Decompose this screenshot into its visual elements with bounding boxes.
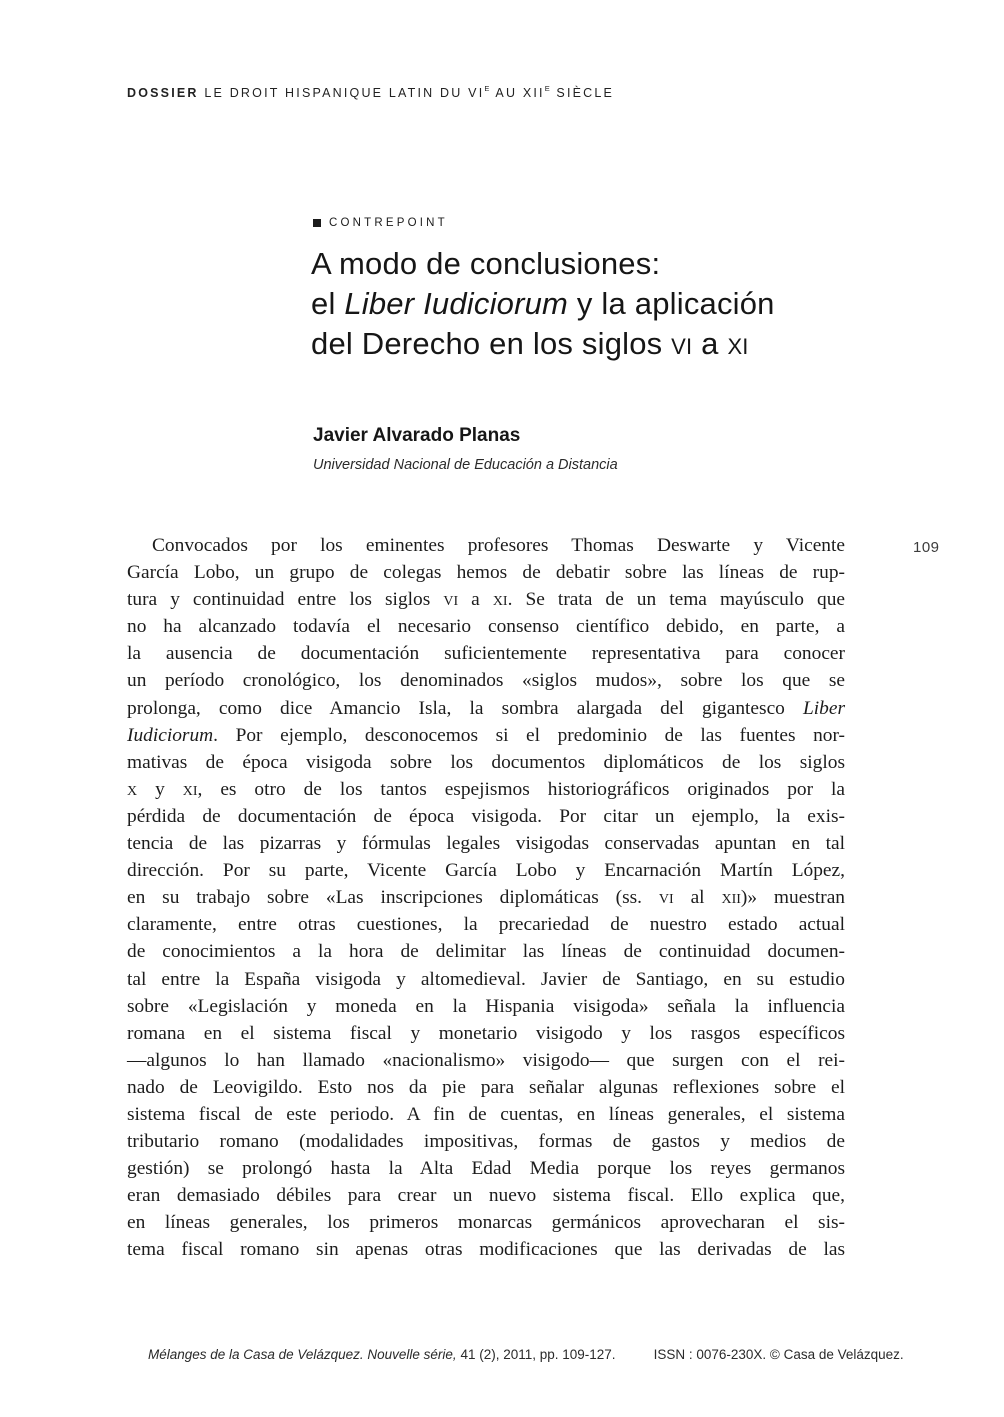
text-segment: , es otro de los tantos espejismos historiográficos originados por la xyxy=(197,778,846,800)
footer xyxy=(148,1347,904,1362)
text-segment: tema fiscal romano sin apenas otras modificaciones que las derivadas de las xyxy=(127,1239,845,1261)
text-segment: vi xyxy=(658,887,674,909)
text-segment: tal entre la España visigoda y altomedieval. Javier de Santiago, en su estudio xyxy=(127,968,845,990)
text-segment: nado de Leovigildo. Esto nos da pie para señalar algunas reflexiones sobre el xyxy=(127,1076,845,1098)
body-text-line xyxy=(127,695,845,722)
body-text-line xyxy=(127,667,845,694)
masthead-dossier-label: DOSSIER xyxy=(127,86,199,100)
body-text-line xyxy=(127,613,845,640)
text-segment: pérdida de documentación de época visigoda. Por citar un ejemplo, la exis- xyxy=(127,805,845,827)
footer-journal-reference xyxy=(148,1347,616,1362)
text-segment: prolonga, como dice Amancio Isla, la sombra alargada del gigantesco xyxy=(127,697,803,719)
kicker xyxy=(313,217,448,229)
text-segment: sobre «Legislación y moneda en la Hispania visigoda» señala la influencia xyxy=(127,995,845,1017)
text-segment: en líneas generales, los primeros monarcas germánicos aprovecharan el sis- xyxy=(127,1212,845,1234)
text-segment: el xyxy=(311,286,345,321)
title-line-3 xyxy=(311,324,775,364)
body-text-line xyxy=(127,1020,845,1047)
body-text-line xyxy=(127,559,845,586)
body-text-line xyxy=(127,1236,845,1263)
masthead-text: AU XII xyxy=(490,86,545,100)
body-text-line xyxy=(127,749,845,776)
square-bullet-icon xyxy=(313,219,321,227)
text-segment: xii xyxy=(721,887,741,909)
text-segment: a xyxy=(458,589,493,611)
text-segment: . Por ejemplo, desconocemos si el predominio de las fuentes nor- xyxy=(213,724,845,746)
text-segment: claramente, entre otras cuestiones, la precariedad de nuestro estado actual xyxy=(127,914,845,936)
masthead-text: SIÈCLE xyxy=(550,86,615,100)
kicker-label: CONTREPOINT xyxy=(329,217,448,229)
text-segment: al xyxy=(673,887,722,909)
text-segment: tencia de las pizarras y fórmulas legales visigodas conservadas apuntan en tal xyxy=(127,833,845,855)
body-text-line xyxy=(127,1128,845,1155)
body-text-line xyxy=(127,830,845,857)
text-segment: un período cronológico, los denominados «siglos mudos», sobre los que se xyxy=(127,670,845,692)
text-segment: en su trabajo sobre «Las inscripciones diplomáticas (ss. xyxy=(127,887,659,909)
text-segment: vi xyxy=(671,326,693,361)
text-segment: Liber xyxy=(802,697,845,719)
text-segment: de conocimientos a la hora de delimitar las líneas de continuidad documen- xyxy=(127,941,845,963)
body-text-line xyxy=(127,938,845,965)
text-segment: x xyxy=(127,778,138,800)
text-segment: Iudiciorum xyxy=(127,724,214,746)
masthead-superscript: E xyxy=(484,84,491,93)
body-text-line xyxy=(127,1155,845,1182)
body-text-line xyxy=(127,993,845,1020)
body-text-line xyxy=(127,884,845,911)
text-segment: García Lobo, un grupo de colegas hemos de debatir sobre las líneas de rup- xyxy=(127,562,845,584)
body-text-line xyxy=(127,1209,845,1236)
text-segment: romana en el sistema fiscal y monetario visigodo y los rasgos específicos xyxy=(127,1022,845,1044)
body-text-line xyxy=(127,857,845,884)
title-line-1: A modo de conclusiones: xyxy=(311,246,661,281)
text-segment: sistema fiscal de este periodo. A fin de cuentas, en líneas generales, el sistema xyxy=(127,1103,845,1125)
text-segment: a xyxy=(692,326,728,361)
text-segment: vi xyxy=(443,589,459,611)
text-segment: la ausencia de documentación suficientemente representativa para conocer xyxy=(127,643,845,665)
text-segment: y xyxy=(137,778,183,800)
body-text-line xyxy=(127,1047,845,1074)
body-text-line xyxy=(127,640,845,667)
text-segment: tributario romano (modalidades impositivas, formas de gastos y medios de xyxy=(127,1131,845,1153)
text-segment: del Derecho en los siglos xyxy=(311,326,672,361)
footer-journal-details: 41 (2), 2011, pp. 109-127. xyxy=(456,1347,616,1362)
masthead-superscript: E xyxy=(544,84,551,93)
text-segment: gestión) se prolongó hasta la Alta Edad Media porque los reyes germanos xyxy=(127,1158,845,1180)
body-text-line xyxy=(127,776,845,803)
text-segment: —algunos lo han llamado «nacionalismo» visigodo— que surgen con el rei- xyxy=(127,1049,845,1071)
text-segment: xi xyxy=(727,326,749,361)
body-text-line xyxy=(127,532,845,559)
footer-journal-title: Mélanges de la Casa de Velázquez. Nouvelle série, xyxy=(148,1347,457,1362)
text-segment: dirección. Por su parte, Vicente García Lobo y Encarnación Martín López, xyxy=(127,860,845,882)
text-segment: tura y continuidad entre los siglos xyxy=(127,589,444,611)
text-segment: Liber Iudiciorum xyxy=(344,286,569,321)
body-text-line xyxy=(127,1074,845,1101)
masthead xyxy=(127,84,614,100)
text-segment: eran demasiado débiles para crear un nuevo sistema fiscal. Ello explica que, xyxy=(127,1185,845,1207)
body-text-line xyxy=(127,1101,845,1128)
margin-page-number: 109 xyxy=(913,539,940,556)
text-segment: y la aplicación xyxy=(568,286,775,321)
article-title xyxy=(311,244,775,364)
body-text-line xyxy=(127,911,845,938)
text-segment: xi xyxy=(492,589,508,611)
body-text-line xyxy=(127,1182,845,1209)
masthead-text: LE DROIT HISPANIQUE LATIN DU VI xyxy=(198,86,485,100)
text-segment: )» muestran xyxy=(740,887,845,909)
body-text-line xyxy=(127,966,845,993)
author-name: Javier Alvarado Planas xyxy=(313,425,521,446)
body-text-line xyxy=(127,803,845,830)
text-segment: no ha alcanzado todavía el necesario consenso científico debido, en parte, a xyxy=(127,616,845,638)
author-affiliation: Universidad Nacional de Educación a Distancia xyxy=(313,457,618,473)
footer-issn-copyright: ISSN : 0076-230X. © Casa de Velázquez. xyxy=(653,1347,904,1362)
text-segment: . Se trata de un tema mayúsculo que xyxy=(507,589,845,611)
text-segment: mativas de época visigoda sobre los documentos diplomáticos de los siglos xyxy=(127,751,845,773)
body-text-line xyxy=(127,586,845,613)
title-line-2 xyxy=(311,284,775,324)
body-text-line xyxy=(127,722,845,749)
text-segment: xi xyxy=(182,778,198,800)
body-paragraph xyxy=(127,532,845,1264)
text-segment: Convocados por los eminentes profesores Thomas Deswarte y Vicente xyxy=(152,535,845,556)
